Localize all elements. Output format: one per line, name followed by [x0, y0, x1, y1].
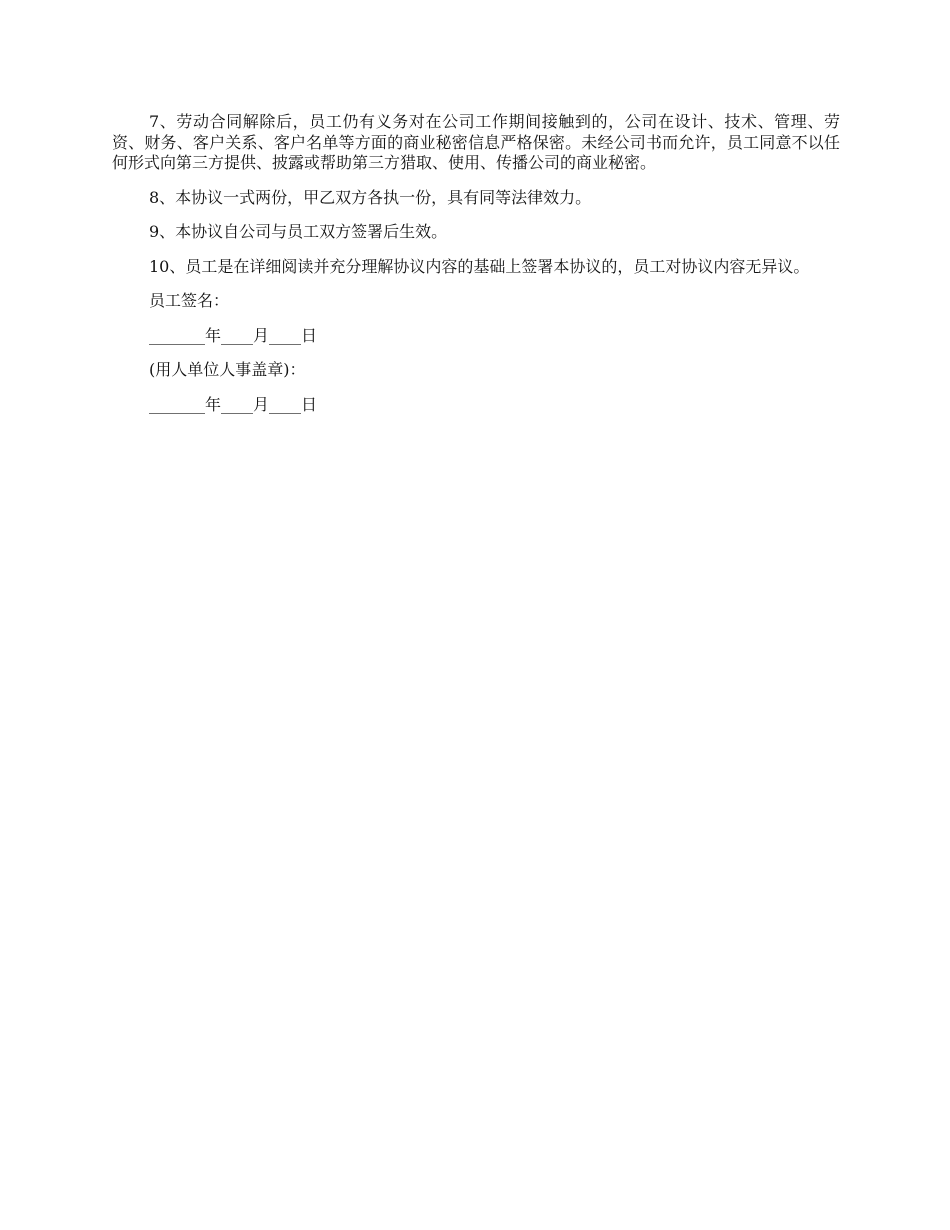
employee-signature-date: _______年____月____日 [149, 325, 318, 345]
employer-stamp-label: (用人单位人事盖章)： [149, 360, 306, 379]
employee-signature-label: 员工签名： [149, 291, 230, 310]
employer-stamp-date: _______年____月____日 [149, 394, 318, 414]
paragraph-clause-10: 10、员工是在详细阅读并充分理解协议内容的基础上签署本协议的，员工对协议内容无异议。 [149, 256, 810, 276]
paragraph-clause-9: 9、本协议自公司与员工双方签署后生效。 [149, 222, 448, 241]
document-page [112, 112, 840, 415]
paragraph-clause-8: 8、本协议一式两份，甲乙双方各执一份，具有同等法律效力。 [149, 187, 592, 207]
paragraph-clause-7: 7、劳动合同解除后，员工仍有义务对在公司工作期间接触到的，公司在设计、技术、管理、劳资、财务、客户关系、客户名单等方面的商业秘密信息严格保密。未经公司书而允许，员工同意不以任何形式向第三方提供、披露或帮助第三方猎取、使用、传播公司的商业秘密。 [112, 112, 840, 172]
